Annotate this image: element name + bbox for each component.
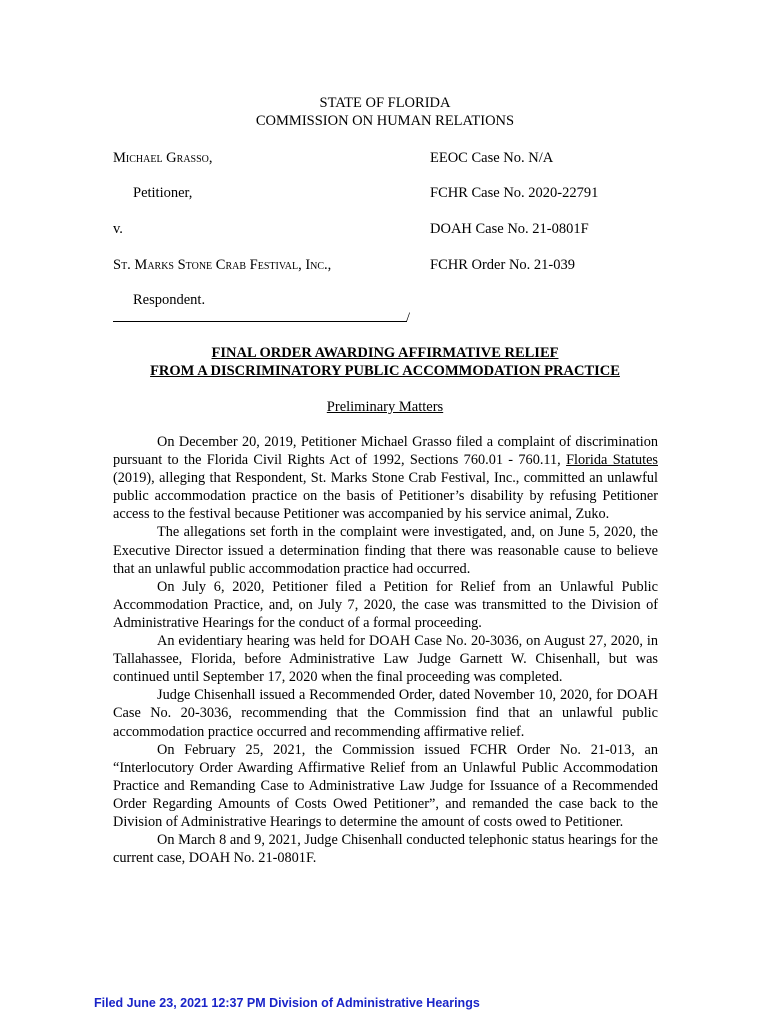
commission-heading: COMMISSION ON HUMAN RELATIONS: [255, 113, 515, 129]
petitioner-name: Michael Grasso,: [113, 150, 213, 166]
caption-slash: /: [406, 310, 411, 326]
body-text: [113, 433, 658, 867]
paragraph-text: On December 20, 2019, Petitioner Michael Grasso filed a complaint of discrimination pursuant to the Florida Civil Rights Act of 1992, Sections 760.01 - 760.11,: [113, 434, 658, 469]
order-title-line-1: FINAL ORDER AWARDING AFFIRMATIVE RELIEF: [211, 345, 559, 361]
respondent-name: St. Marks Stone Crab Festival, Inc.,: [113, 257, 332, 273]
paragraph: On July 6, 2020, Petitioner filed a Petition for Relief from an Unlawful Public Accommodation Practice, and, on July 7, 2020, the case was transmitted to the Division of Administrative Hearings for the conduct of a formal proceeding.: [113, 578, 658, 631]
paragraph-text: (2019), alleging that Respondent, St. Marks Stone Crab Festival, Inc., committed an unlawful public accommodation practice on the basis of Petitioner’s disability by refusing Petitioner access to the festival because Petitioner was accompanied by his service animal, Zuko.: [113, 470, 658, 523]
state-heading: STATE OF FLORIDA: [319, 95, 451, 111]
order-title-line-2: FROM A DISCRIMINATORY PUBLIC ACCOMMODATION PRACTICE: [150, 363, 620, 379]
section-heading: Preliminary Matters: [326, 399, 444, 415]
eeoc-case-number: EEOC Case No. N/A: [430, 150, 554, 166]
statute-reference: Florida Statutes: [566, 452, 658, 469]
filing-stamp: Filed June 23, 2021 12:37 PM Division of Administrative Hearings: [94, 996, 480, 1010]
fchr-order-number: FCHR Order No. 21-039: [430, 257, 575, 273]
fchr-case-number: FCHR Case No. 2020-22791: [430, 185, 599, 201]
paragraph: [113, 433, 658, 523]
paragraph: Judge Chisenhall issued a Recommended Order, dated November 10, 2020, for DOAH Case No. 20-3036, recommending that the Commission find that an unlawful public accommodation practice occurred and recommending affirmative relief.: [113, 687, 658, 740]
paragraph: On March 8 and 9, 2021, Judge Chisenhall conducted telephonic status hearings for the current case, DOAH No. 21-0801F.: [113, 832, 658, 867]
versus: v.: [113, 221, 123, 237]
paragraph: The allegations set forth in the complaint were investigated, and, on June 5, 2020, the Executive Director issued a determination finding that there was reasonable cause to believe that an unlawful public accommodation practice had occurred.: [113, 524, 658, 577]
paragraph: An evidentiary hearing was held for DOAH Case No. 20-3036, on August 27, 2020, in Tallahassee, Florida, before Administrative Law Judge Garnett W. Chisenhall, but was continued until September 17, 2020 when the final proceeding was completed.: [113, 633, 658, 686]
caption-divider: [113, 321, 407, 322]
paragraph: On February 25, 2021, the Commission issued FCHR Order No. 21-013, an “Interlocutory Order Awarding Affirmative Relief from an Unlawful Public Accommodation Practice and Remanding Case to Administrative Law Judge for Issuance of a Recommended Order Regarding Amounts of Costs Owed Petitioner”, and remanded the case back to the Division of Administrative Hearings to determine the amount of costs owed to Petitioner.: [113, 741, 658, 830]
petitioner-role: Petitioner,: [133, 185, 193, 201]
doah-case-number: DOAH Case No. 21-0801F: [430, 221, 589, 237]
respondent-role: Respondent.: [133, 292, 206, 308]
